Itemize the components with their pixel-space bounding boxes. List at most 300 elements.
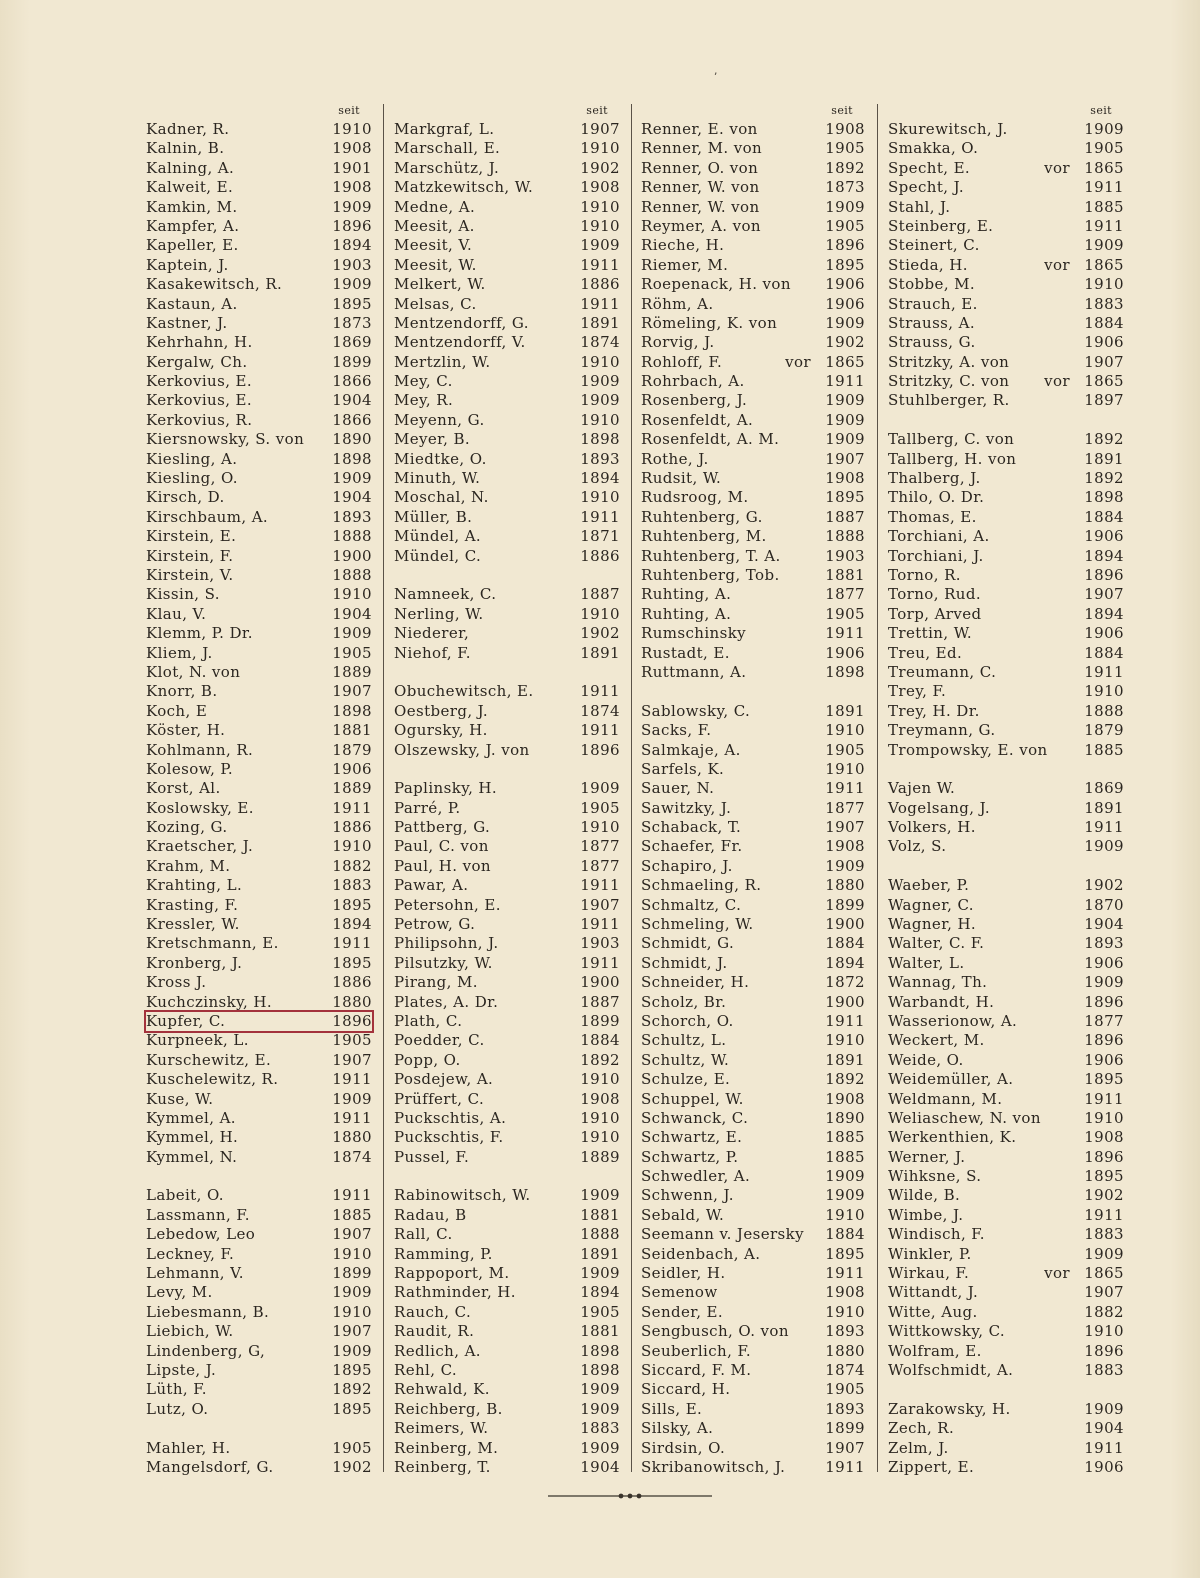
entry-year: 1896 [825,236,865,255]
list-item [394,1342,620,1361]
seit-header: seit [338,104,360,117]
entry-year: 1893 [332,507,372,526]
entry-name: Siccard, F. M. [641,1361,752,1379]
entry-name: Parré, P. [394,798,461,817]
entry-name: Popp, O. [394,1050,461,1069]
entry-year: 1902 [1084,876,1124,895]
entry-name: Kurschewitz, E. [146,1050,272,1069]
list-item [641,934,865,953]
entry-name: Meyenn, G. [394,410,485,429]
entry-name: Petrow, G. [394,915,476,934]
list-item [146,120,372,139]
entry-name: Mey, C. [394,372,453,391]
entry-name: Sawitzky, J. [641,798,732,817]
entry-name: Koch, E [146,701,208,720]
entry-name: Rauch, C. [394,1302,472,1321]
list-item [394,1031,620,1050]
entry-name: Trettin, W. [888,624,973,643]
list-item [888,372,1124,391]
entry-year: 1907 [580,120,620,138]
stray-mark: ’ [714,72,718,83]
entry-year: 1884 [1084,507,1124,526]
entry-year: 1902 [1084,1186,1124,1205]
list-item [394,1458,620,1477]
list-item [641,857,865,876]
entry-year: 1891 [580,1244,620,1263]
list-item [146,275,372,294]
entry-name: Zarakowsky, H. [888,1399,1011,1418]
entry-year: 1904 [580,1457,620,1476]
entry-year: 1891 [825,1050,865,1069]
entry-name: Walter, L. [888,953,965,972]
entry-name: Weide, O. [888,1050,964,1069]
list-item [394,508,620,527]
blank-row [888,760,1124,779]
entry-year: 1896 [1084,1031,1124,1050]
entry-name: Meesit, W. [394,255,477,274]
entry-year: 1911 [825,372,865,391]
list-item [888,818,1124,837]
list-item [641,1109,865,1128]
list-item [888,527,1124,546]
entry-name: Kiesling, A. [146,449,238,468]
entry-year: 1908 [825,120,865,138]
entry-name: Rohloff, F. [641,352,723,371]
entry-year: 1892 [825,158,865,177]
entry-name: Kolesow, P. [146,759,234,778]
entry-year: 1910 [1084,275,1124,294]
list-item [394,702,620,721]
entry-name: Sengbusch, O. von [641,1322,789,1341]
entry-year: 1909 [580,1264,620,1283]
entry-year: 1883 [1084,294,1124,313]
entry-year: 1910 [580,1128,620,1147]
entry-name: Schwanck, C. [641,1108,749,1127]
list-item [641,1090,865,1109]
entry-year: 1907 [1084,1283,1124,1302]
entry-year: 1879 [332,740,372,759]
list-item [394,178,620,197]
list-item [888,1206,1124,1225]
entry-name: Rieche, H. [641,236,725,255]
year-prefix: vor [1044,158,1070,177]
entry-name: Korst, Al. [146,779,221,798]
entry-name: Kretschmann, E. [146,934,279,953]
list-item [394,333,620,352]
entry-year: 1903 [825,546,865,565]
list-item [394,915,620,934]
list-item [888,469,1124,488]
entry-name: Wilde, B. [888,1186,961,1205]
entry-name: Schapiro, J. [641,856,733,875]
list-item [641,1439,865,1458]
list-item [641,217,865,236]
entry-name: Mertzlin, W. [394,352,491,371]
entry-year: 1865 [1084,372,1124,391]
entry-name: Wittkowsky, C. [888,1322,1006,1341]
entry-year: 1889 [332,662,372,681]
entry-name: Rudsroog, M. [641,488,749,507]
list-item [146,1303,372,1322]
list-item [641,450,865,469]
list-item [888,275,1124,294]
entry-year: 1869 [332,333,372,352]
entry-name: Plath, C. [394,1011,463,1030]
list-item [641,295,865,314]
entry-name: Werner, J. [888,1147,966,1166]
list-item [888,1361,1124,1380]
entry-name: Lipste, J. [146,1361,217,1379]
entry-name: Klemm, P. Dr. [146,624,253,643]
entry-name: Krahting, L. [146,876,243,895]
entry-year: 1906 [1084,333,1124,352]
entry-name: Windisch, F. [888,1225,985,1244]
entry-year: 1909 [1084,120,1124,138]
entry-year: 1909 [580,1186,620,1205]
entry-year: 1895 [1084,1070,1124,1089]
entry-year: 1874 [580,333,620,352]
list-item [146,1380,372,1399]
blank-row [641,682,865,701]
list-item [394,391,620,410]
entry-year: 1884 [825,1225,865,1244]
entry-name: Lassmann, F. [146,1205,250,1224]
list-item [888,314,1124,333]
entry-name: Mündel, A. [394,527,482,546]
list-item [641,430,865,449]
entry-name: Torchiani, J. [888,546,984,565]
entry-name: Thalberg, J. [888,469,981,488]
list-item [641,818,865,837]
entry-year: 1909 [1084,1399,1124,1418]
list-item [146,644,372,663]
list-item [641,236,865,255]
entry-year: 1877 [825,798,865,817]
list-item [888,837,1124,856]
entry-name: Treumann, C. [888,662,997,681]
entry-year: 1903 [580,934,620,953]
list-item [888,1051,1124,1070]
list-item [394,876,620,895]
entry-name: Rudsit, W. [641,469,722,488]
entry-year: 1905 [332,643,372,662]
entry-year: 1906 [825,294,865,313]
entry-name: Steinberg, E. [888,216,994,235]
entry-year: 1898 [1084,488,1124,507]
entry-year: 1910 [332,837,372,856]
list-item [641,1167,865,1186]
entry-name: Kross J. [146,973,207,992]
list-item [394,1186,620,1205]
entry-name: Kalweit, E. [146,178,234,197]
entry-name: Pawar, A. [394,876,469,895]
list-item [394,411,620,430]
entry-name: Köster, H. [146,721,226,740]
entry-name: Schneider, H. [641,973,750,992]
list-item [394,1206,620,1225]
entry-name: Sarfels, K. [641,759,725,778]
list-item [146,799,372,818]
list-item [641,527,865,546]
entry-name: Weidemüller, A. [888,1070,1014,1089]
entry-name: Wolfram, E. [888,1341,982,1360]
entry-year: 1909 [332,1341,372,1360]
entry-year: 1894 [332,236,372,255]
entry-year: 1874 [580,701,620,720]
list-item [888,488,1124,507]
list-item [146,876,372,895]
list-item [641,1303,865,1322]
entry-year: 1887 [580,585,620,604]
entry-name: Wasserionow, A. [888,1011,1018,1030]
list-item [146,663,372,682]
entry-year: 1895 [825,255,865,274]
list-item [641,391,865,410]
entry-year: 1909 [332,1089,372,1108]
entry-year: 1884 [1084,313,1124,332]
entry-name: Renner, O. von [641,158,759,177]
entry-year: 1908 [825,1283,865,1302]
list-item [641,837,865,856]
entry-year: 1910 [825,1302,865,1321]
entry-name: Kerkovius, R. [146,410,253,429]
entry-name: Wimbe, J. [888,1205,964,1224]
list-item [146,314,372,333]
entry-name: Pilsutzky, W. [394,953,493,972]
entry-year: 1899 [580,1011,620,1030]
entry-year: 1885 [1084,740,1124,759]
list-item [888,741,1124,760]
entry-year: 1874 [825,1361,865,1379]
entry-year: 1871 [580,527,620,546]
list-item [641,1283,865,1302]
entry-year: 1887 [580,992,620,1011]
list-item [146,1206,372,1225]
list-item [394,159,620,178]
entry-name: Obuchewitsch, E. [394,682,534,701]
entry-name: Schwartz, E. [641,1128,743,1147]
entry-year: 1902 [332,1457,372,1476]
entry-name: Kirschbaum, A. [146,507,269,526]
list-item [394,1439,620,1458]
list-item [888,139,1124,158]
entry-year: 1881 [825,565,865,584]
list-item [888,1458,1124,1477]
entry-name: Poedder, C. [394,1031,485,1050]
entry-year: 1895 [825,488,865,507]
entry-year: 1898 [332,701,372,720]
entry-name: Meesit, A. [394,216,475,235]
entry-year: 1911 [1084,1089,1124,1108]
list-item [641,139,865,158]
entry-year: 1907 [332,1322,372,1341]
entry-year: 1911 [332,1108,372,1127]
blank-row [888,1380,1124,1399]
list-item [394,585,620,604]
list-item [888,1148,1124,1167]
entry-name: Trompowsky, E. von [888,740,1048,759]
list-item [394,644,620,663]
entry-name: Mangelsdorf, G. [146,1457,274,1476]
entry-year: 1910 [332,1302,372,1321]
entry-name: Schmidt, J. [641,953,728,972]
entry-year: 1905 [580,798,620,817]
entry-year: 1907 [1084,352,1124,371]
entry-year: 1911 [825,1011,865,1030]
list-item [146,624,372,643]
entry-year: 1897 [1084,391,1124,410]
entry-name: Schmaeling, R. [641,876,762,895]
entry-year: 1908 [580,178,620,197]
entry-year: 1910 [1084,1322,1124,1341]
list-item [146,159,372,178]
list-item [146,508,372,527]
name-column-4 [888,104,1124,1477]
entry-year: 1893 [825,1399,865,1418]
list-item [888,993,1124,1012]
entry-year: 1893 [825,1322,865,1341]
entry-name: Pattberg, G. [394,818,491,837]
list-item [888,1439,1124,1458]
entry-year: 1866 [332,372,372,391]
entry-year: 1907 [825,449,865,468]
entry-name: Röhm, A. [641,294,714,313]
list-item [641,954,865,973]
entry-year: 1908 [825,1089,865,1108]
entry-year: 1895 [332,895,372,914]
list-item [888,1186,1124,1205]
list-item [888,1303,1124,1322]
entry-name: Kressler, W. [146,915,240,934]
list-item [146,430,372,449]
list-item [146,527,372,546]
entry-name: Wittandt, J. [888,1283,979,1302]
list-item [394,198,620,217]
entry-name: Melsas, C. [394,294,477,313]
entry-year: 1899 [332,352,372,371]
list-item [641,1148,865,1167]
entry-name: Nerling, W. [394,604,484,623]
entry-name: Rathminder, H. [394,1283,516,1302]
entry-name: Torp, Arved [888,604,982,623]
entry-name: Rehl, C. [394,1361,458,1379]
entry-name: Steinert, C. [888,236,980,255]
entry-year: 1911 [580,507,620,526]
list-item [394,682,620,701]
entry-year: 1894 [1084,546,1124,565]
entry-name: Treu, Ed. [888,643,963,662]
entry-year: 1880 [332,992,372,1011]
entry-name: Renner, W. von [641,197,760,216]
entry-year: 1896 [1084,565,1124,584]
entry-name: Marschütz, J. [394,158,500,177]
list-item [394,1283,620,1302]
entry-name: Kadner, R. [146,120,230,138]
list-item [146,1458,372,1477]
year-prefix: vor [1044,255,1070,274]
entry-year: 1911 [1084,1205,1124,1224]
list-item [641,488,865,507]
list-item [888,1283,1124,1302]
entry-name: Sills, E. [641,1399,703,1418]
entry-year: 1905 [825,216,865,235]
entry-year: 1880 [332,1128,372,1147]
list-item [641,372,865,391]
entry-name: Niehof, F. [394,643,471,662]
entry-year: 1900 [825,992,865,1011]
entry-year: 1907 [332,1225,372,1244]
entry-name: Stobbe, M. [888,275,976,294]
list-item [641,1206,865,1225]
list-item [146,198,372,217]
list-item [641,1400,865,1419]
entry-name: Kastaun, A. [146,294,238,313]
list-item [146,1400,372,1419]
list-item [888,1245,1124,1264]
year-prefix: vor [1044,1264,1070,1283]
entry-name: Kymmel, N. [146,1147,238,1166]
entry-year: 1892 [825,1070,865,1089]
entry-year: 1909 [580,779,620,798]
entry-name: Reichberg, B. [394,1399,503,1418]
entry-name: Kiersnowsky, S. von [146,430,305,449]
entry-name: Trey, H. Dr. [888,701,980,720]
list-item [888,566,1124,585]
entry-year: 1900 [825,915,865,934]
entry-name: Knorr, B. [146,682,218,701]
blank-row [394,566,620,585]
list-item [394,488,620,507]
entry-name: Wagner, C. [888,895,974,914]
entry-year: 1881 [580,1205,620,1224]
entry-name: Seidler, H. [641,1264,726,1283]
entry-name: Sacks, F. [641,721,712,740]
list-item [146,1264,372,1283]
entry-year: 1886 [580,546,620,565]
entry-name: Olszewsky, J. von [394,740,530,759]
entry-year: 1865 [1084,255,1124,274]
list-item [146,741,372,760]
entry-year: 1910 [580,488,620,507]
list-item [146,1012,372,1031]
list-item [888,1225,1124,1244]
list-item [888,217,1124,236]
list-item [146,1283,372,1302]
list-item [641,876,865,895]
entry-year: 1898 [332,449,372,468]
entry-year: 1894 [1084,604,1124,623]
entry-year: 1873 [825,178,865,197]
list-item [888,934,1124,953]
list-item [146,1128,372,1147]
entry-year: 1892 [1084,469,1124,488]
entry-name: Treymann, G. [888,721,996,740]
entry-year: 1910 [332,120,372,138]
list-item [146,411,372,430]
entry-year: 1895 [332,1399,372,1418]
entry-name: Schwedler, A. [641,1167,751,1186]
list-item [888,605,1124,624]
entry-year: 1906 [825,275,865,294]
entry-year: 1880 [825,1341,865,1360]
entry-name: Volkers, H. [888,818,976,837]
entry-year: 1911 [1084,662,1124,681]
list-item [888,508,1124,527]
list-item [641,275,865,294]
entry-name: Sablowsky, C. [641,701,751,720]
entry-name: Rustadt, E. [641,643,730,662]
entry-name: Thilo, O. Dr. [888,488,985,507]
